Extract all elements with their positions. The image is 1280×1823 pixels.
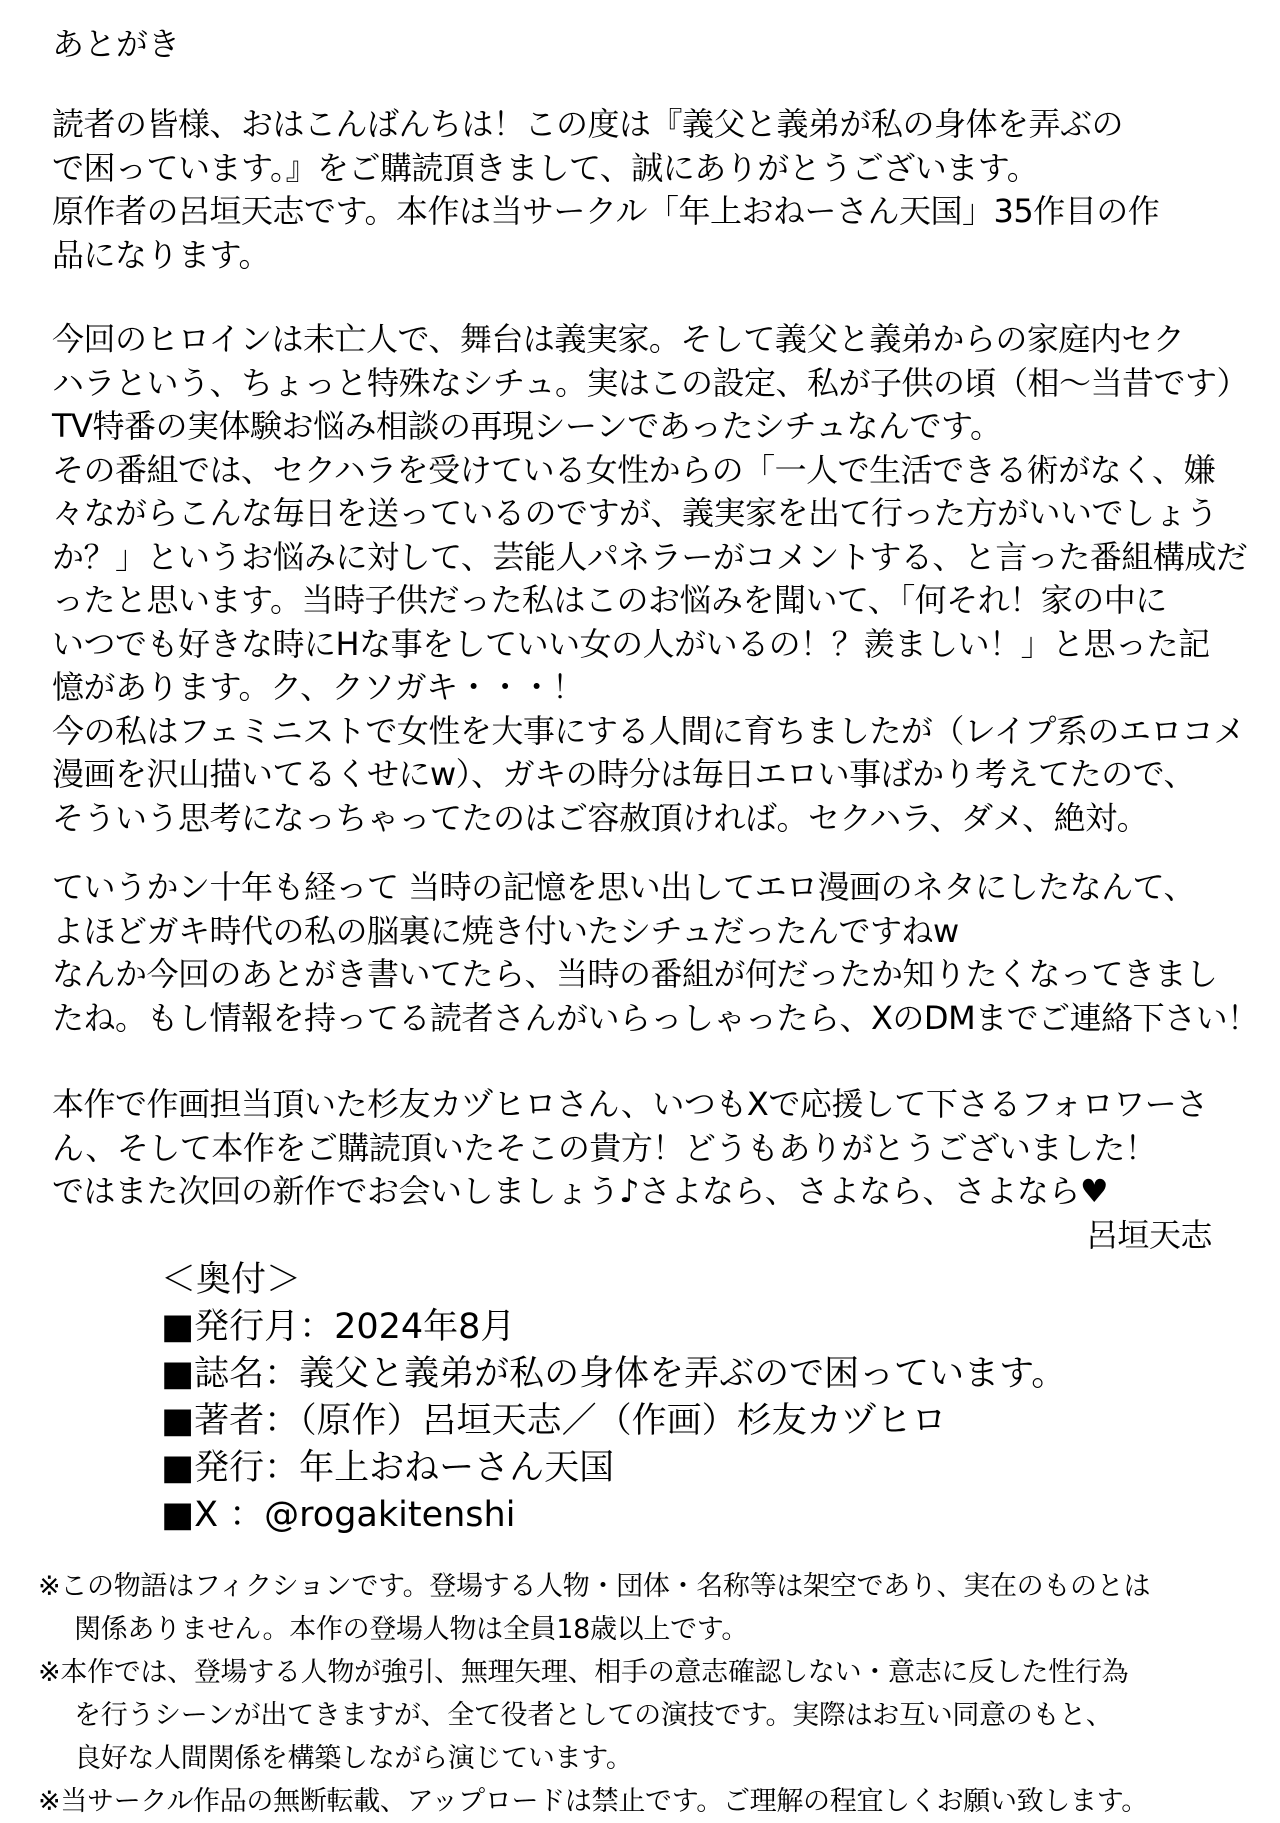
note-acting: ※本作では、登場する人物が強引、無理矢理、相手の意志確認しない・意志に反した性行為	[38, 1657, 1129, 1688]
note-acting-cont: 良好な人間関係を構築しながら演じています。	[74, 1743, 633, 1774]
paragraph-memory	[52, 866, 1259, 1040]
colophon-item-release-month: ■発行月：2024年8月	[161, 1307, 516, 1347]
colophon-item-authors: ■著者：（原作）呂垣天志／（作画）杉友カヅヒロ	[161, 1401, 947, 1441]
afterword-title: あとがき	[52, 25, 181, 63]
paragraph-thanks	[52, 1083, 1212, 1257]
text-line: TV特番の実体験お悩み相談の再現シーンであったシチュなんです。	[52, 407, 1002, 445]
text-line: 憶があります。ク、クソガキ・・・！	[52, 668, 584, 706]
text-line: 読者の皆様、おはこんばんちは！この度は『義父と義弟が私の身体を弄ぶの	[52, 105, 1124, 143]
colophon-heading: ＜奥付＞	[161, 1260, 302, 1300]
disclaimer-notes	[38, 1565, 1150, 1823]
text-line: よほどガキ時代の私の脳裏に焼き付いたシチュだったんですねw	[52, 911, 959, 950]
text-line: で困っています。』をご購読頂きまして、誠にありがとうございます。	[52, 148, 1039, 187]
text-line: いつでも好きな時にHな事をしていい女の人がいるの！？羨ましい！」と思った記	[52, 624, 1210, 663]
text-line: 品になります。	[52, 235, 270, 274]
note-acting-cont: を行うシーンが出てきますが、全て役者としての演技です。実際はお互い同意のもと、	[74, 1700, 1113, 1731]
text-line: ったと思います。当時子供だった私はこのお悩みを聞いて、「何それ！家の中に	[52, 581, 1167, 619]
text-line: 々ながらこんな毎日を送っているのですが、義実家を出て行った方がいいでしょう	[52, 494, 1218, 532]
text-line: 本作で作画担当頂いた杉友カヅヒロさん、いつもXで応援して下さるフォロワーさ	[52, 1085, 1208, 1123]
author-signature: 呂垣天志	[1085, 1215, 1212, 1254]
text-line: ん、そして本作をご購読頂いたそこの貴方！どうもありがとうございました！	[52, 1128, 1157, 1167]
colophon-item-x-account: ■X ：@rogakitenshi	[161, 1495, 516, 1535]
text-line: ていうかン十年も経って 当時の記憶を思い出してエロ漫画のネタにしたなんて、	[52, 868, 1196, 906]
colophon	[161, 1257, 1066, 1539]
text-line: ではまた次回の新作でお会いしましょう♪さよなら、さよなら、さよなら♥	[52, 1172, 1109, 1210]
note-fiction-cont: 関係ありません。本作の登場人物は全員18歳以上です。	[74, 1614, 749, 1645]
paragraph-story-background	[52, 318, 1248, 840]
text-line: ハラという、ちょっと特殊なシチュ。実はこの設定、私が子供の頃（相～当昔です）	[52, 363, 1249, 402]
text-line: か？」というお悩みに対して、芸能人パネラーがコメントする、と言った番組構成だ	[52, 537, 1248, 576]
colophon-item-title: ■誌名：義父と義弟が私の身体を弄ぶので困っています。	[161, 1354, 1067, 1394]
text-line: 原作者の呂垣天志です。本作は当サークル「年上おねーさん天国」35作目の作	[52, 192, 1160, 230]
colophon-item-publisher: ■発行：年上おねーさん天国	[161, 1448, 615, 1488]
text-line: なんか今回のあとがき書いてたら、当時の番組が何だったか知りたくなってきまし	[52, 955, 1218, 993]
text-line: たね。もし情報を持ってる読者さんがいらっしゃったら、XのDMまでご連絡下さい！	[52, 998, 1259, 1037]
text-line: その番組では、セクハラを受けている女性からの「一人で生活できる術がなく、嫌	[52, 450, 1215, 489]
text-line: 漫画を沢山描いてるくせにw）、ガキの時分は毎日エロい事ばかり考えてたので、	[52, 755, 1196, 793]
paragraph-greeting	[52, 103, 1159, 277]
text-line: 今回のヒロインは未亡人で、舞台は義実家。そして義父と義弟からの家庭内セク	[52, 320, 1185, 358]
note-fiction: ※この物語はフィクションです。登場する人物・団体・名称等は架空であり、実在のものとは	[38, 1571, 1151, 1602]
text-line: そういう思考になっちゃってたのはご容赦頂ければ。セクハラ、ダメ、絶対。	[52, 798, 1149, 837]
text-line: 今の私はフェミニストで女性を大事にする人間に育ちましたが（レイプ系のエロコメ	[52, 711, 1245, 750]
note-no-reupload: ※当サークル作品の無断転載、アップロードは禁止です。ご理解の程宜しくお願い致します。	[38, 1786, 1149, 1817]
